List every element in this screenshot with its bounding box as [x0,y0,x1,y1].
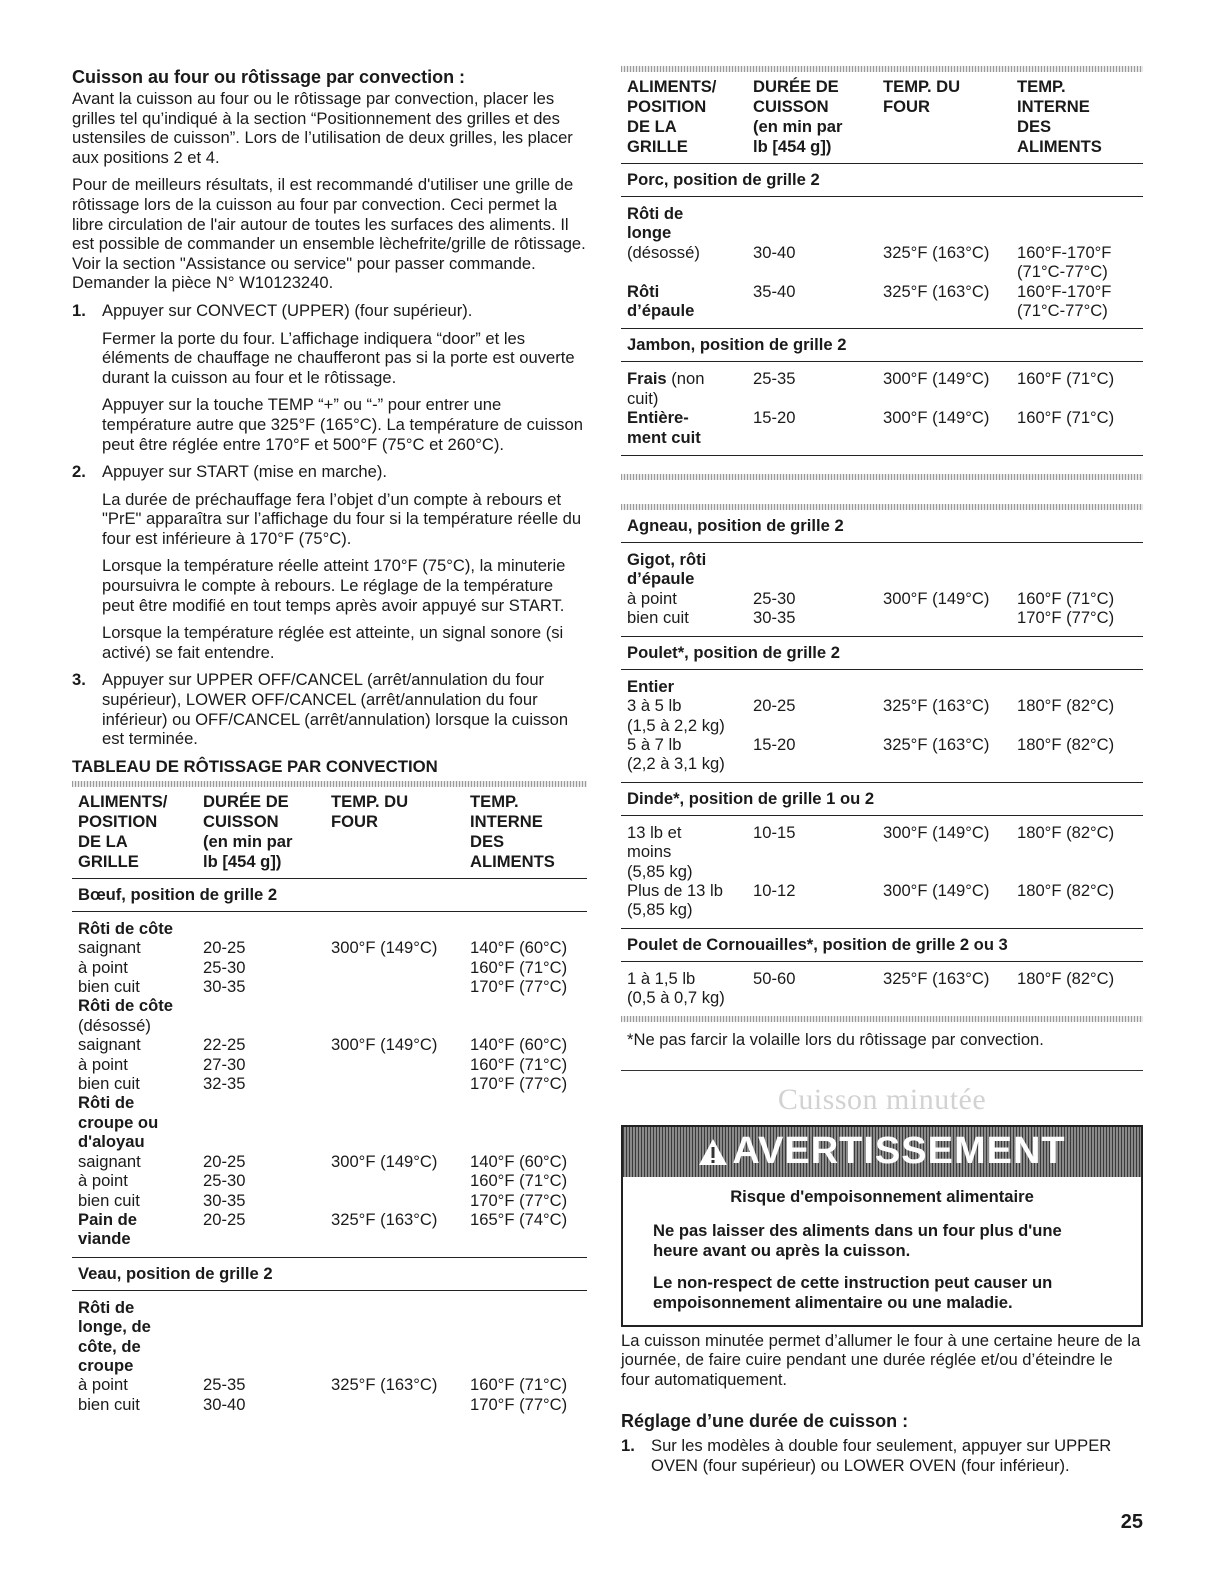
table-cell: à point bien cuit [627,588,689,628]
table-cell: 180°F (82°C) [1017,880,1115,900]
left-column [72,66,587,1422]
table-cell [753,550,883,589]
table-cell [883,204,1017,243]
table-cell: 300°F (149°C) [883,369,990,389]
table-cell: 325°F (163°C) [883,968,990,988]
table-cell: saignant à point bien cuit [78,1151,141,1210]
table-section [621,816,1143,929]
table-cell: (désossé) [627,242,700,262]
step-text: Lorsque la température réglée est atteinte, un signal sonore (si activé) se fait entendre. [102,623,564,662]
warning-text: Le non-respect de cette instruction peut causer un empoisonnement alimentaire ou une maladie. [653,1272,1053,1312]
table-row [621,243,1143,282]
recommendation-paragraph: Pour de meilleurs résultats, il est recommandé d'utiliser une grille de rôtissage lors de la cuisson au four par convection. Ceci permet la libre circulation de l'air autour de toutes les surfaces des aliments. Il est possible de commander un ensemble lèchefrite/grille de rôtissage. Voir la section "Assistance ou service" pour passer commande. Demander la pièce N° W10123240. [72,175,586,293]
subheading: Réglage d’une durée de cuisson : [621,1411,909,1432]
table-row [621,969,1143,1008]
step-2 [72,462,587,662]
table-cell [203,1298,331,1376]
table-cell [753,204,883,243]
table-cell: Rôti de côte [78,918,173,938]
table-section [72,912,587,1258]
table-cell: 35-40 [753,281,796,301]
table-title: TABLEAU DE RÔTISSAGE PAR CONVECTION [72,756,438,776]
step-number: 3. [72,670,86,690]
convection-steps [72,301,587,749]
column-header: ALIMENTS/ POSITION DE LA GRILLE [78,791,168,871]
table-cell: 325°F (163°C) [331,1375,438,1395]
table-cell: Plus de 13 lb (5,85 kg) [627,880,723,920]
table-section [621,197,1143,329]
table-cell: 325°F (163°C) [331,1209,438,1229]
table-cell: 50-60 [753,968,796,988]
table-cell: 165°F (74°C) [470,1209,568,1229]
table-row [621,589,1143,628]
table-cell [331,919,470,938]
step-3 [72,670,587,748]
timed-steps [621,1436,1143,1475]
table-cell: Rôti de longe [627,204,684,243]
table-cell: 20-25 25-30 30-35 [203,938,246,997]
timed-cooking-paragraph: La cuisson minutée permet d’allumer le four à une certaine heure de la journée, de faire cuire pendant une durée réglée et/ou d’éteindre le four automatiquement. [621,1330,1141,1389]
table-cell: 22-25 27-30 32-35 [203,1035,246,1094]
table-cell [203,1093,331,1151]
table-cell [1017,204,1143,243]
table-row [621,696,1143,735]
table-row [72,1016,587,1094]
table-cell: 1 à 1,5 lb (0,5 à 0,7 kg) [627,968,725,1008]
table-cell: 325°F (163°C) [883,734,990,754]
table-cell: 325°F (163°C) [883,242,990,262]
table-cell: 300°F (149°C) [331,1151,438,1171]
table-cell: 325°F (163°C) [883,696,990,716]
table-section [621,543,1143,637]
warning-body [623,1177,1141,1325]
table-cell: saignant à point bien cuit [78,938,141,997]
table-cell: 10-12 [753,880,796,900]
table-cell [203,996,331,1015]
table-row [72,919,587,938]
table-section [621,962,1143,1016]
step-number: 1. [72,300,86,320]
roasting-table-left [72,879,587,1422]
table-cell: (désossé) saignant à point bien cuit [78,1015,151,1094]
table-row [621,282,1143,321]
table-bottom-rule [621,1016,1143,1022]
column-header: DURÉE DE CUISSON (en min par lb [454 g]) [753,77,843,156]
table-cell: Pain de viande [78,1209,138,1249]
table-cell: 160°F (71°C) [1017,408,1115,428]
step-text: Appuyer sur CONVECT (UPPER) (four supérieur). [102,300,473,320]
table-cell: 20-25 [203,1209,246,1229]
table-cell: 300°F (149°C) [883,880,990,900]
table-cell: Rôti de longe, de côte, de croupe [78,1297,151,1375]
warning-triangle-icon [698,1138,728,1166]
table-cell [883,677,1017,696]
table-row [621,550,1143,589]
table-cell: 20-25 25-30 30-35 [203,1151,246,1210]
table-cell: 300°F (149°C) [883,588,990,608]
table-cell: 160°F (71°C) 170°F (77°C) [1017,588,1115,628]
table-section [72,1291,587,1422]
warning-header [623,1127,1141,1177]
step-text: Appuyer sur START (mise en marche). [102,462,387,482]
table-cell: 160°F-170°F (71°C-77°C) [1017,281,1112,321]
step-text: La durée de préchauffage fera l’objet d’un compte à rebours et "PrE" apparaîtra sur l’affichage du four si la température réelle du four est inférieure à 170°F (75°C). [102,489,582,548]
table-cell: Gigot, rôti d’épaule [627,550,707,589]
table-row [621,204,1143,243]
table-row [72,1375,587,1414]
table-cell [203,919,331,938]
table-cell: Frais (non cuit) [627,369,705,408]
column-header: ALIMENTS/ POSITION DE LA GRILLE [627,77,717,156]
table-row [72,1093,587,1151]
table-section-header: Dinde*, position de grille 1 ou 2 [621,783,1143,816]
table-row [621,677,1143,696]
table-section-header: Bœuf, position de grille 2 [72,879,587,912]
table-cell: 15-20 [753,734,796,754]
table-row [72,1298,587,1376]
warning-label: AVERTISSEMENT [732,1130,1066,1173]
column-header: DURÉE DE CUISSON (en min par lb [454 g]) [203,791,293,871]
table-row [621,369,1143,408]
table-cell [470,1298,587,1376]
table-cell: 180°F (82°C) [1017,822,1115,842]
table-cell: 140°F (60°C) 160°F (71°C) 170°F (77°C) [470,1035,568,1094]
table-cell [883,550,1017,589]
footnote: *Ne pas farcir la volaille lors du rôtissage par convection. [627,1029,1044,1049]
table-cell: 180°F (82°C) [1017,734,1115,754]
table-cell: 5 à 7 lb (2,2 à 3,1 kg) [627,734,725,774]
step-1 [72,301,587,454]
roasting-table-right [621,164,1143,1016]
table-row [621,823,1143,881]
step-number: 1. [621,1436,635,1456]
table-cell [331,1093,470,1151]
table-cell [1017,550,1143,589]
table-cell [1017,677,1143,696]
convection-heading: Cuisson au four ou rôtissage par convection : [72,67,466,87]
table-row [72,1210,587,1249]
intro-paragraph: Avant la cuisson au four ou le rôtissage par convection, placer les grilles tel qu’indiqué à la section “Positionnement des grilles et des ustensiles de cuisson”. Lors de l’utilisation de deux grilles, les placer aux positions 2 et 4. [72,89,573,167]
table-cell [470,1093,587,1151]
table-cell: 20-25 [753,696,796,716]
step-1 [621,1436,1143,1475]
table-cell: 3 à 5 lb (1,5 à 2,2 kg) [627,696,725,735]
table-break-rule [621,474,1143,480]
step-number: 2. [72,462,86,482]
table-cell: Rôti de côte [78,996,173,1016]
table-row [621,408,1143,447]
table-cell: 300°F (149°C) [883,408,990,428]
table-row [72,1152,587,1210]
table-cell [331,996,470,1015]
table-cell [470,919,587,938]
table-cell: 25-35 [753,369,796,389]
page-number: 25 [1120,1511,1143,1533]
table-cell: Rôti d’épaule [627,281,695,321]
table-row [72,996,587,1015]
table-cell: 140°F (60°C) 160°F (71°C) 170°F (77°C) [470,1151,568,1210]
table-row [72,938,587,996]
table-section [621,362,1143,456]
table-cell [331,1298,470,1376]
table-cell: 15-20 [753,408,796,428]
table-cell: 25-35 30-40 [203,1375,246,1414]
table-header-right [621,72,1143,164]
column-header: TEMP. DU FOUR [331,791,409,831]
table-cell: 140°F (60°C) 160°F (71°C) 170°F (77°C) [470,938,568,997]
table-cell: 160°F (71°C) 170°F (77°C) [470,1375,568,1414]
table-section-header: Porc, position de grille 2 [621,164,1143,197]
table-cell: 30-40 [753,242,796,262]
step-text: Lorsque la température réelle atteint 170°F (75°C), la minuterie poursuivra le compte à rebours. Le réglage de la température peut être modifié en tout temps après avoir appuyé sur START. [102,556,566,615]
table-cell: 160°F (71°C) [1017,369,1115,389]
table-cell: 180°F (82°C) [1017,696,1115,716]
table-cell: 10-15 [753,822,796,842]
step-text: Appuyer sur la touche TEMP “+” ou “-” pour entrer une température autre que 325°F (165°C). La température de cuisson peut être réglée entre 170°F et 500°F (75°C et 260°C). [102,395,583,454]
right-column [621,66,1143,1484]
table-header-left [72,787,587,879]
column-header: TEMP. DU FOUR [883,77,961,116]
table-cell: Entier [627,676,675,696]
step-text: Sur les modèles à double four seulement, appuyer sur UPPER OVEN (four supérieur) ou LOWER OVEN (four inférieur). [651,1436,1112,1475]
table-section-header: Poulet de Cornouailles*, position de grille 2 ou 3 [621,929,1143,962]
warning-text: Ne pas laisser des aliments dans un four plus d'une heure avant ou après la cuisson. [653,1220,1062,1260]
table-cell: 160°F-170°F (71°C-77°C) [1017,242,1112,282]
table-row [621,735,1143,774]
table-cell: 25-30 30-35 [753,588,796,628]
table-section-header: Jambon, position de grille 2 [621,329,1143,362]
table-section-header: Veau, position de grille 2 [72,1258,587,1291]
table-cell: 300°F (149°C) [883,822,990,842]
section-title: Cuisson minutée [777,1082,987,1116]
table-section-header: Poulet*, position de grille 2 [621,637,1143,670]
table-cell: 180°F (82°C) [1017,968,1115,988]
warning-box [621,1125,1143,1327]
warning-title: Risque d'empoisonnement alimentaire [730,1186,1034,1206]
column-header: TEMP. INTERNE DES ALIMENTS [470,791,555,871]
table-cell: Entière- ment cuit [627,408,701,447]
table-cell: à point bien cuit [78,1375,140,1414]
table-cell: 300°F (149°C) [331,938,438,958]
column-header: TEMP. INTERNE DES ALIMENTS [1017,77,1102,156]
table-cell: 325°F (163°C) [883,281,990,301]
table-cell: 13 lb et moins (5,85 kg) [627,822,693,881]
step-text: Appuyer sur UPPER OFF/CANCEL (arrêt/annulation du four supérieur), LOWER OFF/CANCEL (arrêt/annulation du four inférieur) ou OFF/CANCEL (arrêt/annulation) lorsque la cuisson est terminée. [102,670,569,749]
step-text: Fermer la porte du four. L’affichage indiquera “door” et les éléments de chauffage ne chaufferont pas si la porte est ouverte durant la cuisson au four et le rôtissage. [102,328,575,387]
table-section [621,670,1143,783]
table-cell [753,677,883,696]
table-cell: 300°F (149°C) [331,1035,438,1055]
table-cell [470,996,587,1015]
table-cell: Rôti de croupe ou d'aloyau [78,1093,159,1152]
table-section-header: Agneau, position de grille 2 [621,510,1143,543]
table-row [621,881,1143,920]
divider [621,1070,1143,1071]
